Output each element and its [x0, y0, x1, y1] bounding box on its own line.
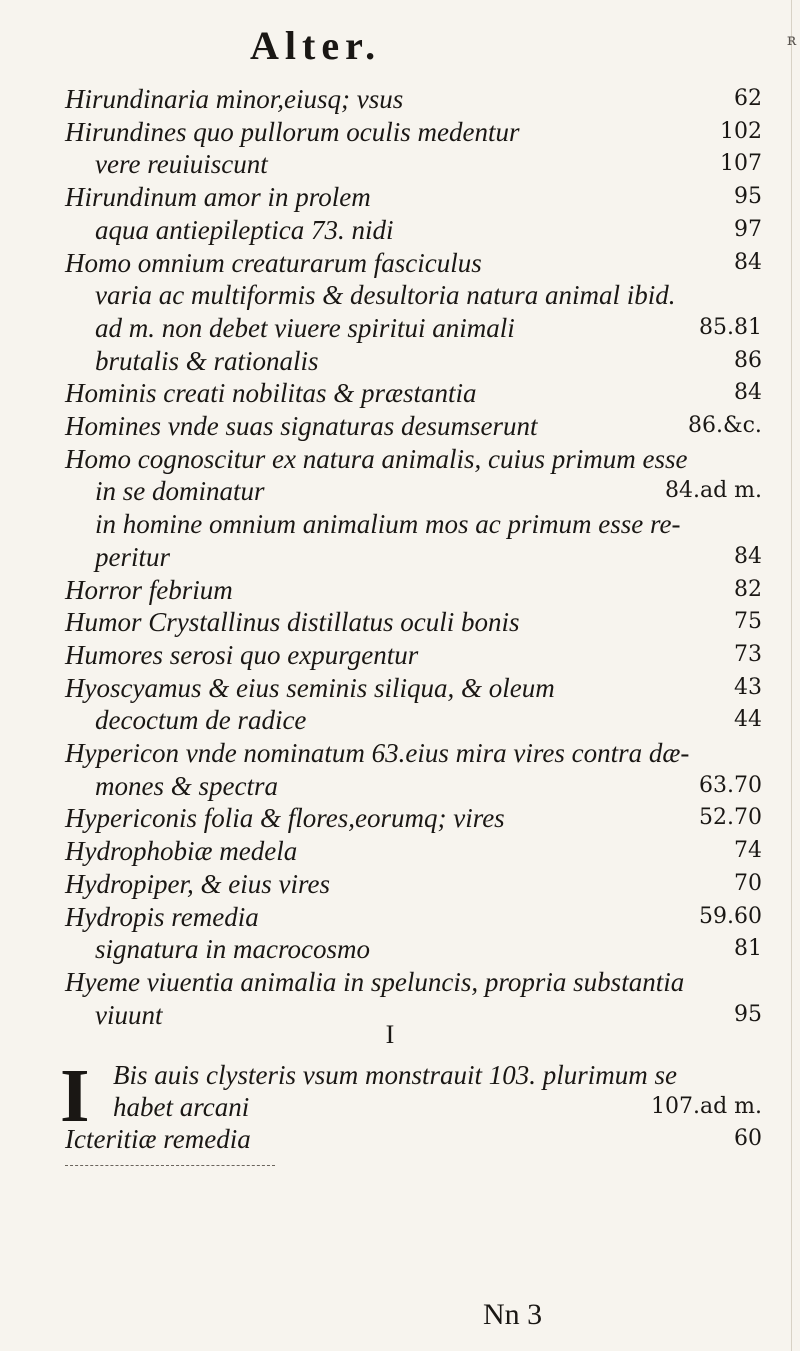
index-entry	[0, 115, 800, 149]
entry-text: signatura in macrocosmo	[95, 934, 370, 965]
page-reference: 60	[734, 1126, 762, 1151]
entry-text: ad m. non debet viuere spiritui animali	[95, 312, 515, 343]
entry-text: Bis auis clysteris vsum monstrauit 103. plurimum se	[113, 1060, 677, 1090]
entry-text: viuunt	[95, 999, 163, 1030]
index-entry	[0, 605, 800, 639]
entry-text: Hirundinaria minor,eiusq; vsus	[65, 84, 404, 114]
index-entry	[0, 965, 800, 999]
index-entry	[0, 147, 800, 181]
entry-text: habet arcani	[113, 1092, 250, 1122]
section-letter: I	[385, 1020, 395, 1049]
index-entry	[0, 703, 800, 737]
index-entry	[0, 278, 800, 312]
entry-text: brutalis & rationalis	[95, 345, 319, 376]
page-reference: 62	[734, 86, 762, 111]
page-reference: 73	[734, 641, 762, 667]
entry-text: Hirundinum amor in prolem	[65, 182, 371, 213]
entry-text: Horror febrium	[65, 574, 233, 605]
entry-text: Hyeme viuentia animalia in speluncis, propria substantia	[65, 966, 685, 997]
running-header: Alter.	[250, 23, 382, 68]
page-reference: 75	[734, 609, 762, 635]
index-entry	[0, 1058, 800, 1092]
drop-cap: I	[60, 1054, 90, 1138]
index-entry	[0, 1122, 800, 1156]
entry-text: aqua antiepileptica 73. nidi	[95, 214, 394, 245]
entry-text: Hydropiper, & eius vires	[65, 868, 330, 899]
page-reference: 84	[734, 249, 762, 275]
page-reference: 43	[734, 674, 762, 700]
index-entry	[0, 671, 800, 705]
page-reference: 102	[720, 118, 762, 144]
page-reference: 86	[734, 347, 762, 373]
index-entry	[0, 180, 800, 214]
index-entry	[0, 82, 800, 116]
index-entry	[0, 540, 800, 574]
entry-text: Homo cognoscitur ex natura animalis, cuius primum esse	[65, 443, 688, 474]
entry-text: varia ac multiformis & desultoria natura animal ibid.	[95, 280, 676, 311]
index-entry	[0, 801, 800, 835]
dashed-rule	[65, 1165, 275, 1166]
page-reference: 95	[734, 184, 762, 210]
entry-text: Hyoscyamus & eius seminis siliqua, & oleum	[65, 672, 555, 703]
page-reference: 84.ad m.	[665, 478, 763, 504]
signature-mark: Nn 3	[483, 1298, 543, 1331]
page-reference: 86.&c.	[688, 413, 762, 438]
entry-text: vere reuiuiscunt	[95, 149, 268, 180]
entry-text: Hydrophobiæ medela	[65, 836, 298, 867]
page-reference: 74	[734, 838, 762, 864]
index-entry	[0, 769, 800, 803]
index-entry	[0, 246, 800, 280]
entry-text: Homines vnde suas signaturas desumserunt	[65, 411, 538, 441]
page-reference: 63.70	[699, 772, 762, 798]
index-entry	[0, 1090, 800, 1124]
index-entry	[0, 311, 800, 345]
entry-text: Humor Crystallinus distillatus oculi bonis	[65, 607, 520, 638]
page-reference: 52.70	[699, 805, 762, 831]
entry-text: Hypericon vnde nominatum 63.eius mira vires contra dæ-	[65, 738, 690, 768]
page-reference: 84	[734, 543, 762, 569]
entry-text: mones & spectra	[95, 770, 278, 801]
index-entry	[0, 213, 800, 247]
index-entry	[0, 834, 800, 868]
entry-text: Hirundines quo pullorum oculis medentur	[65, 116, 520, 147]
index-entry	[0, 376, 800, 410]
entry-text: decoctum de radice	[95, 705, 307, 736]
entry-text: peritur	[95, 541, 171, 572]
index-entry	[0, 932, 800, 966]
index-entry	[0, 638, 800, 672]
entry-text: Icteritiæ remedia	[65, 1124, 251, 1154]
page-reference: 59.60	[699, 903, 762, 929]
page-reference: 84	[734, 380, 762, 406]
entry-text: Hypericonis folia & flores,eorumq; vires	[65, 803, 505, 834]
entry-text: in homine omnium animalium mos ac primum esse re-	[95, 509, 681, 540]
page-reference: 97	[734, 216, 762, 242]
page-reference: 107	[720, 151, 762, 177]
index-entry	[0, 344, 800, 378]
entry-text: in se dominatur	[95, 476, 265, 507]
index-entry	[0, 474, 800, 508]
page-reference: 44	[734, 707, 762, 733]
index-entry	[0, 442, 800, 476]
page-reference: 70	[734, 870, 762, 896]
index-entry	[0, 409, 800, 443]
entry-text: Hominis creati nobilitas & præstantia	[65, 378, 477, 409]
margin-mark: ʀ	[787, 30, 797, 49]
index-entry	[0, 900, 800, 934]
page-reference: 107.ad m.	[651, 1094, 763, 1119]
entry-text: Humores serosi quo expurgentur	[65, 639, 419, 670]
index-entry	[0, 507, 800, 541]
index-entry	[0, 736, 800, 770]
entry-text: Hydropis remedia	[65, 901, 259, 932]
index-entry	[0, 867, 800, 901]
page-reference: 95	[734, 1001, 762, 1027]
entry-text: Homo omnium creaturarum fasciculus	[65, 247, 482, 278]
page-reference: 81	[734, 936, 762, 962]
index-entry	[0, 573, 800, 607]
page-reference: 82	[734, 576, 762, 602]
page-reference: 85.81	[699, 314, 762, 340]
